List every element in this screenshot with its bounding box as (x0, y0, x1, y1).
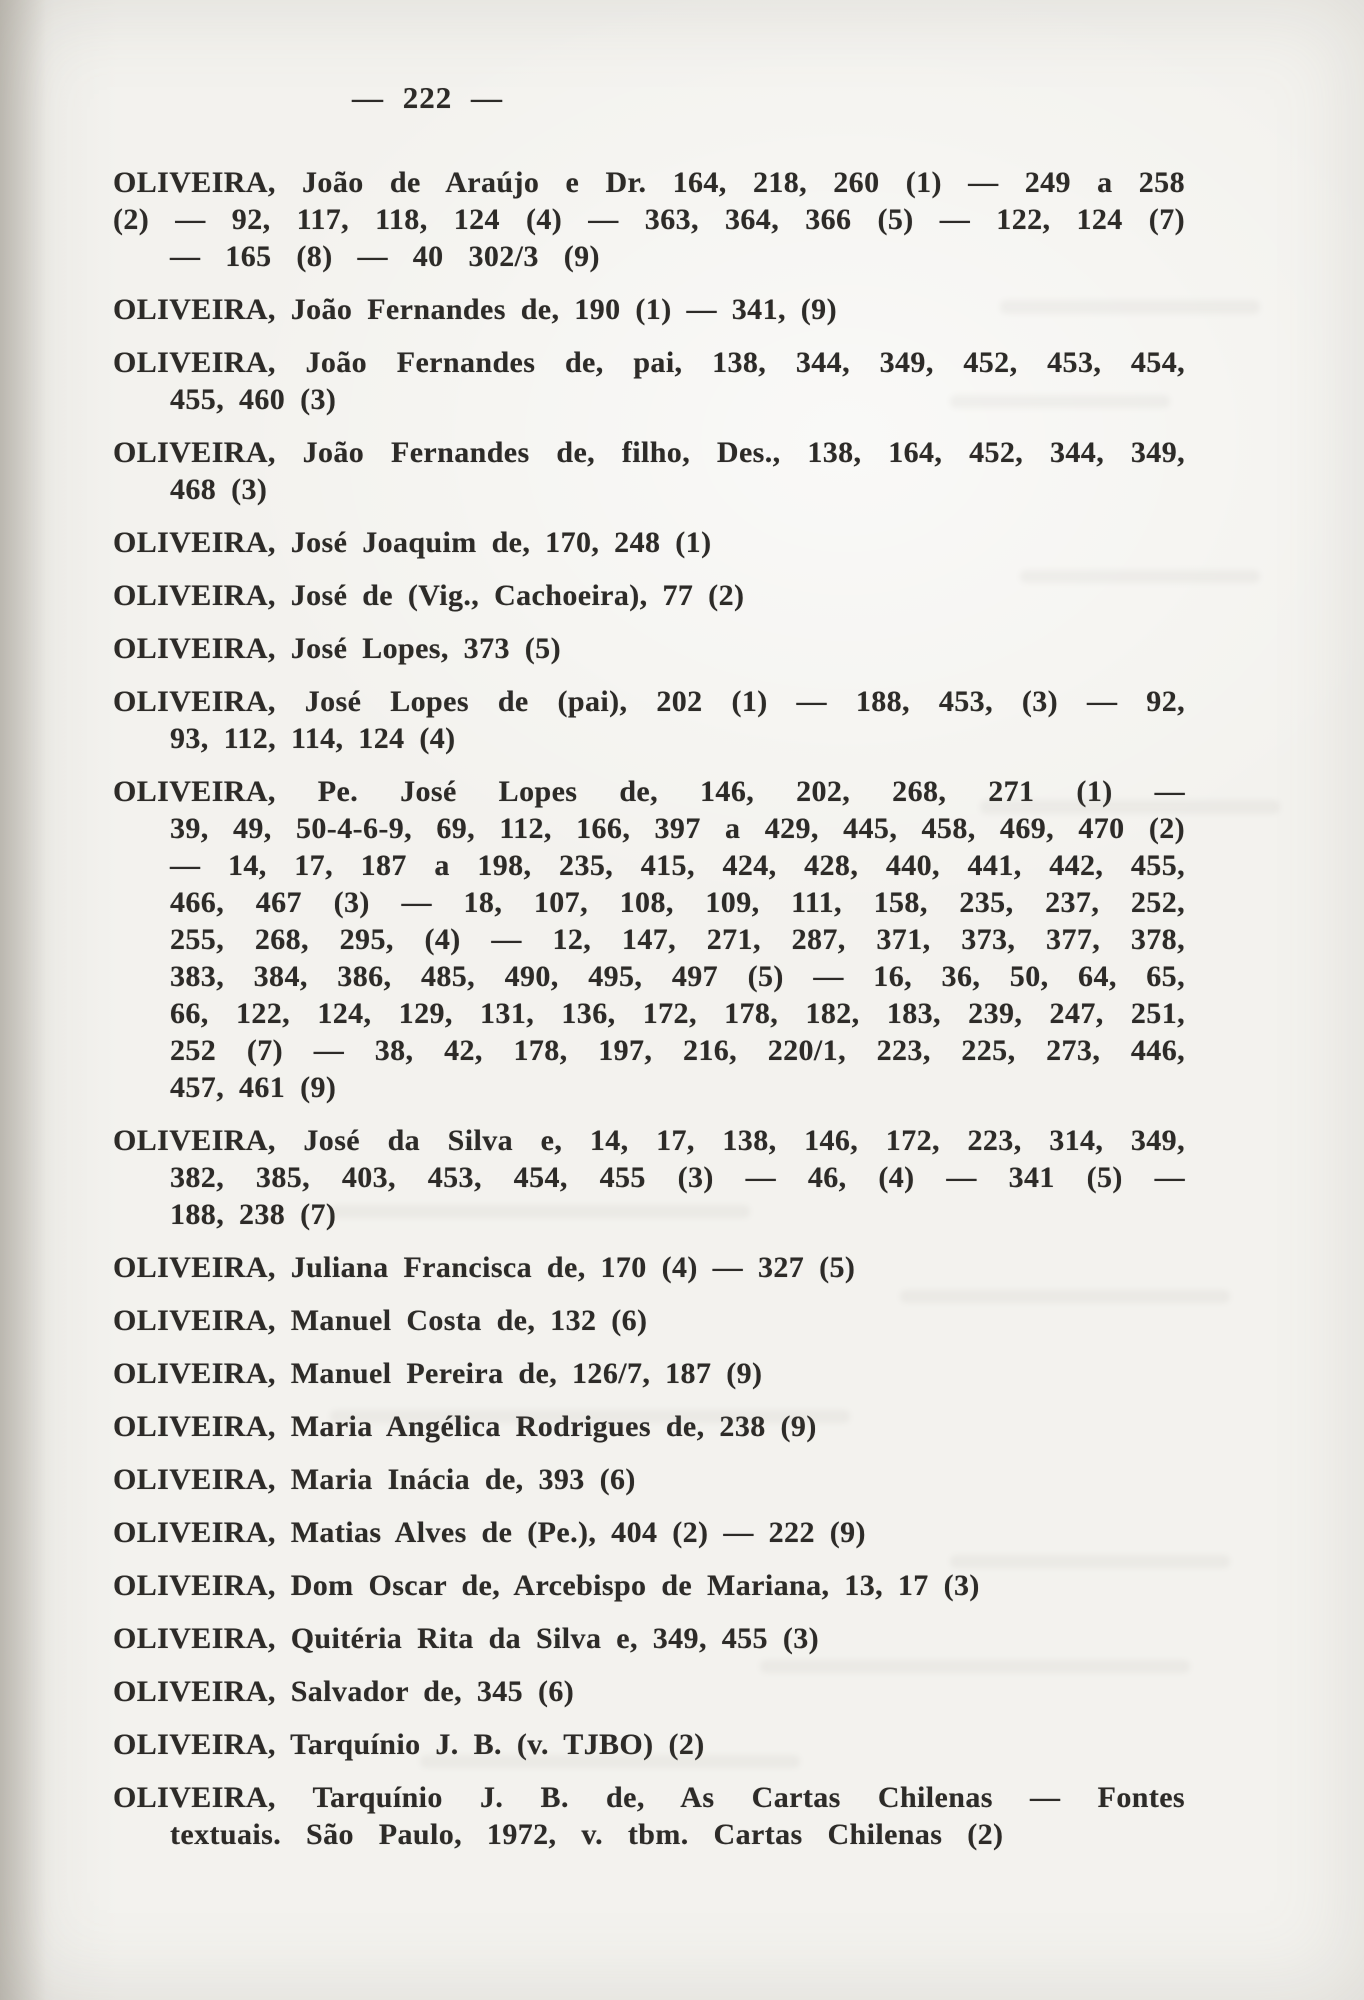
index-entry-line: OLIVEIRA, Manuel Pereira de, 126/7, 187 (9) (113, 1357, 763, 1390)
index-entry-line: OLIVEIRA, Salvador de, 345 (6) (113, 1675, 575, 1708)
index-entry (113, 1620, 1185, 1657)
index-entry-line: OLIVEIRA, Tarquínio J. B. de, As Cartas Chilenas — Fontes (113, 1781, 1185, 1814)
index-entries-list (113, 164, 1185, 1869)
index-entry-line: OLIVEIRA, Pe. José Lopes de, 146, 202, 268, 271 (1) — (113, 775, 1185, 808)
index-entry-line: 466, 467 (3) — 18, 107, 108, 109, 111, 158, 235, 237, 252, (170, 886, 1185, 919)
index-entry-line: OLIVEIRA, Quitéria Rita da Silva e, 349, 455 (3) (113, 1622, 820, 1655)
index-entry (113, 1726, 1185, 1763)
index-entry (113, 773, 1185, 1106)
index-entry (113, 1302, 1185, 1339)
index-entry-line: OLIVEIRA, Manuel Costa de, 132 (6) (113, 1304, 648, 1337)
index-entry-line: OLIVEIRA, José da Silva e, 14, 17, 138, 146, 172, 223, 314, 349, (113, 1124, 1185, 1157)
index-entry (113, 683, 1185, 757)
index-entry-line: OLIVEIRA, Maria Angélica Rodrigues de, 238 (9) (113, 1410, 817, 1443)
index-entry (113, 1567, 1185, 1604)
index-entry-line: — 14, 17, 187 a 198, 235, 415, 424, 428, 440, 441, 442, 455, (170, 849, 1185, 882)
index-entry-line: (2) — 92, 117, 118, 124 (4) — 363, 364, 366 (5) — 122, 124 (7) (113, 203, 1185, 236)
index-entry-line: 457, 461 (9) (170, 1071, 337, 1104)
index-entry-line: 455, 460 (3) (170, 383, 337, 416)
index-entry (113, 1779, 1185, 1853)
index-entry-line: 66, 122, 124, 129, 131, 136, 172, 178, 182, 183, 239, 247, 251, (170, 997, 1185, 1030)
index-entry-line: OLIVEIRA, Juliana Francisca de, 170 (4) — 327 (5) (113, 1251, 856, 1284)
index-entry (113, 1408, 1185, 1445)
index-entry-line: 468 (3) (170, 473, 268, 506)
index-entry (113, 524, 1185, 561)
index-entry-line: OLIVEIRA, José Lopes, 373 (5) (113, 632, 561, 665)
index-entry-line: 188, 238 (7) (170, 1198, 337, 1231)
index-entry-line: OLIVEIRA, José de (Vig., Cachoeira), 77 (2) (113, 579, 745, 612)
index-entry-line: OLIVEIRA, José Joaquim de, 170, 248 (1) (113, 526, 712, 559)
index-entry-line: 382, 385, 403, 453, 454, 455 (3) — 46, (4) — 341 (5) — (170, 1161, 1185, 1194)
index-entry (113, 164, 1185, 275)
index-entry-line: OLIVEIRA, Dom Oscar de, Arcebispo de Mariana, 13, 17 (3) (113, 1569, 980, 1602)
index-entry (113, 630, 1185, 667)
index-entry-line: OLIVEIRA, José Lopes de (pai), 202 (1) — 188, 453, (3) — 92, (113, 685, 1185, 718)
index-entry-line: 252 (7) — 38, 42, 178, 197, 216, 220/1, 223, 225, 273, 446, (170, 1034, 1185, 1067)
index-entry (113, 1122, 1185, 1233)
index-entry (113, 344, 1185, 418)
index-entry (113, 291, 1185, 328)
index-entry (113, 577, 1185, 614)
page-number: — 222 — (352, 80, 503, 115)
index-entry (113, 1461, 1185, 1498)
index-entry-line: OLIVEIRA, João Fernandes de, pai, 138, 344, 349, 452, 453, 454, (113, 346, 1185, 379)
index-entry-line: 93, 112, 114, 124 (4) (170, 722, 456, 755)
index-entry (113, 1249, 1185, 1286)
binding-shadow (0, 0, 46, 2000)
index-entry-line: OLIVEIRA, João de Araújo e Dr. 164, 218, 260 (1) — 249 a 258 (113, 166, 1185, 199)
index-entry-line: OLIVEIRA, Matias Alves de (Pe.), 404 (2) — 222 (9) (113, 1516, 866, 1549)
index-entry (113, 1355, 1185, 1392)
index-entry-line: 39, 49, 50-4-6-9, 69, 112, 166, 397 a 429, 445, 458, 469, 470 (2) (170, 812, 1185, 845)
index-entry-line: — 165 (8) — 40 302/3 (9) (170, 240, 600, 273)
index-entry (113, 1673, 1185, 1710)
index-entry-line: OLIVEIRA, João Fernandes de, 190 (1) — 341, (9) (113, 293, 837, 326)
index-entry-line: 255, 268, 295, (4) — 12, 147, 271, 287, 371, 373, 377, 378, (170, 923, 1185, 956)
index-entry-line: 383, 384, 386, 485, 490, 495, 497 (5) — 16, 36, 50, 64, 65, (170, 960, 1185, 993)
index-entry (113, 434, 1185, 508)
index-entry-line: OLIVEIRA, Tarquínio J. B. (v. TJBO) (2) (113, 1728, 705, 1761)
index-entry-line: textuais. São Paulo, 1972, v. tbm. Cartas Chilenas (2) (170, 1818, 1004, 1851)
index-entry-line: OLIVEIRA, João Fernandes de, filho, Des., 138, 164, 452, 344, 349, (113, 436, 1185, 469)
index-entry (113, 1514, 1185, 1551)
index-entry-line: OLIVEIRA, Maria Inácia de, 393 (6) (113, 1463, 636, 1496)
